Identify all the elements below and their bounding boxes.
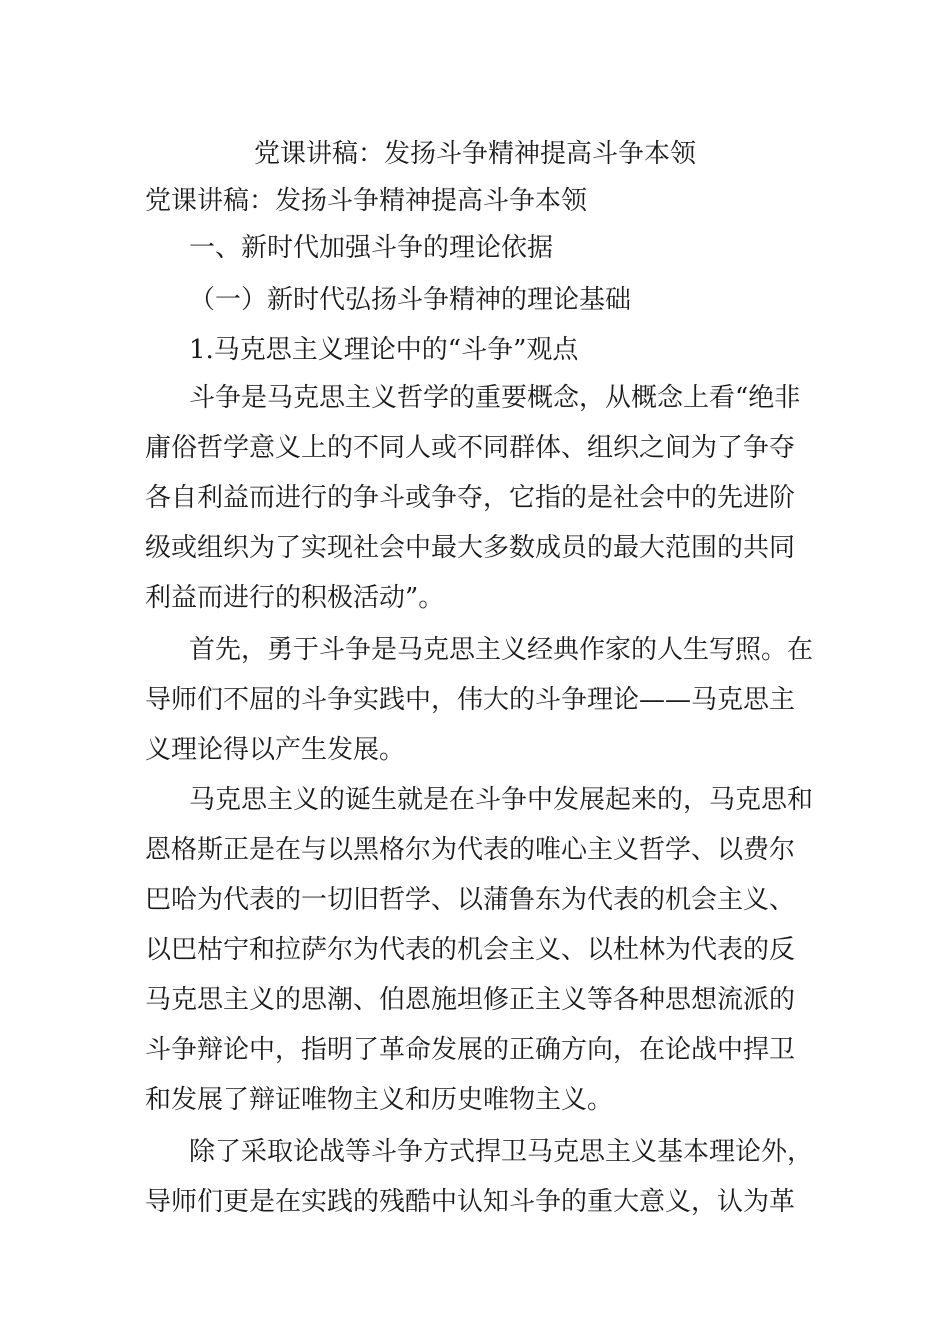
- document-title: 党课讲稿：发扬斗争精神提高斗争本领: [253, 139, 696, 169]
- paragraph-line: 利益而进行的积极活动”。: [145, 583, 445, 613]
- section-heading: 一、新时代加强斗争的理论依据: [189, 233, 554, 263]
- paragraph-line: 恩格斯正是在与以黑格尔为代表的唯心主义哲学、以费尔: [145, 835, 796, 865]
- paragraph-line: 导师们更是在实践的残酷中认知斗争的重大意义，认为革: [145, 1187, 796, 1217]
- paragraph-line: 级或组织为了实现社会中最大多数成员的最大范围的共同: [145, 533, 796, 563]
- paragraph-line: 马克思主义的思潮、伯恩施坦修正主义等各种思想流派的: [145, 985, 796, 1015]
- paragraph-line: 各自利益而进行的争斗或争夺，它指的是社会中的先进阶: [145, 483, 796, 513]
- subsection-heading: （一）新时代弘扬斗争精神的理论基础: [189, 285, 632, 315]
- paragraph-line: 巴哈为代表的一切旧哲学、以蒲鲁东为代表的机会主义、: [145, 885, 796, 915]
- paragraph-line: 导师们不屈的斗争实践中，伟大的斗争理论——马克思主: [145, 685, 796, 715]
- paragraph-line: 以巴枯宁和拉萨尔为代表的机会主义、以杜林为代表的反: [145, 935, 796, 965]
- subtitle-line: 党课讲稿：发扬斗争精神提高斗争本领: [145, 186, 588, 216]
- paragraph-line: 斗争是马克思主义哲学的重要概念，从概念上看“绝非: [189, 383, 801, 413]
- paragraph-line: 和发展了辩证唯物主义和历史唯物主义。: [145, 1085, 614, 1115]
- paragraph-line: 义理论得以产生发展。: [145, 735, 406, 765]
- paragraph-line: 斗争辩论中，指明了革命发展的正确方向，在论战中捍卫: [145, 1035, 796, 1065]
- paragraph-line: 首先，勇于斗争是马克思主义经典作家的人生写照。在: [189, 635, 814, 665]
- paragraph-line: 除了采取论战等斗争方式捍卫马克思主义基本理论外，: [189, 1137, 814, 1167]
- paragraph-line: 庸俗哲学意义上的不同人或不同群体、组织之间为了争夺: [145, 433, 796, 463]
- point-heading: 1.马克思主义理论中的“斗争”观点: [189, 335, 579, 365]
- paragraph-line: 马克思主义的诞生就是在斗争中发展起来的，马克思和: [189, 785, 814, 815]
